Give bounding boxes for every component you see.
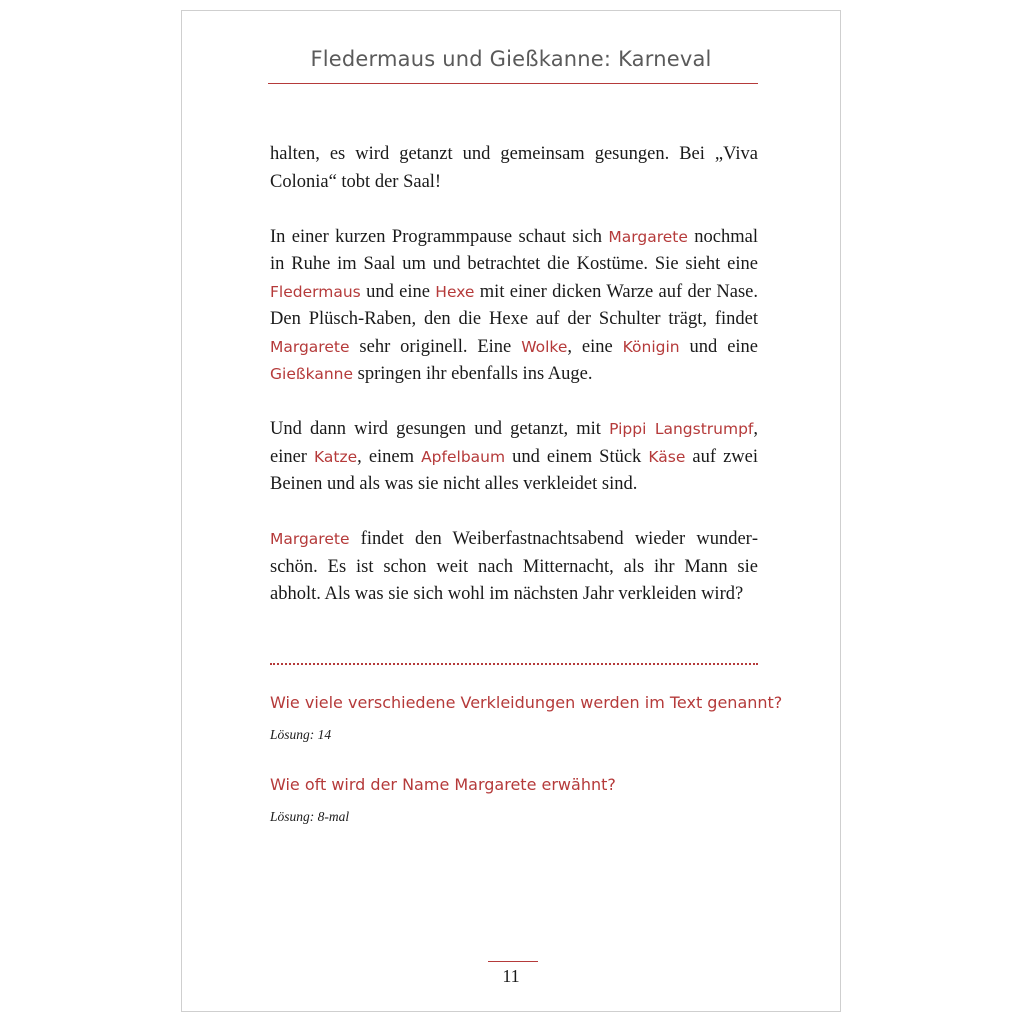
paragraph-text: In einer kurzen Programmpause schaut sich bbox=[270, 226, 609, 247]
quiz-question-1: Wie viele verschiedene Verkleidungen werden im Text genannt? bbox=[270, 693, 783, 712]
header-divider bbox=[268, 83, 758, 84]
paragraph-text: auf zwei Beinen und als was sie nicht alles verkleidet sind. bbox=[270, 446, 759, 494]
highlight-name: Margarete bbox=[608, 227, 688, 246]
dotted-divider bbox=[270, 663, 758, 665]
highlight-costume: Käse bbox=[648, 447, 686, 466]
paragraph-text: Und dann wird gesungen und getanzt, mit bbox=[270, 419, 610, 439]
highlight-costume: Pippi Langstrumpf bbox=[609, 420, 754, 438]
paragraph-text: und eine bbox=[360, 281, 436, 302]
paragraph-text: und eine bbox=[679, 336, 758, 357]
highlight-name: Margarete bbox=[270, 337, 350, 356]
paragraph-text: springen ihr ebenfalls ins Auge. bbox=[353, 364, 593, 384]
footer-divider bbox=[488, 961, 538, 962]
page-number: 11 bbox=[502, 966, 520, 986]
highlight-costume: Gießkanne bbox=[270, 365, 354, 383]
quiz-answer-2: Lösung: 8-mal bbox=[270, 809, 350, 824]
highlight-costume: Apfelbaum bbox=[421, 447, 506, 466]
paragraph-4 bbox=[270, 526, 758, 609]
highlight-costume: Wolke bbox=[521, 337, 568, 356]
quiz-question-2: Wie oft wird der Name Margarete erwähnt? bbox=[270, 775, 616, 794]
paragraph-2 bbox=[270, 224, 758, 389]
paragraph-3 bbox=[270, 416, 758, 499]
highlight-costume: Hexe bbox=[435, 282, 475, 301]
paragraph-text: , einem bbox=[357, 446, 422, 467]
paragraph-text: , eine bbox=[567, 336, 623, 357]
paragraph-text: findet den Weiberfastnachtsabend wieder wunderschön. Es ist schon weit nach Mitternacht, als ihr Mann sie abholt. Als was sie sich wohl im nächsten Jahr verkleiden wird? bbox=[270, 529, 758, 604]
book-page bbox=[181, 10, 841, 1012]
paragraph-text: und einem Stück bbox=[505, 446, 649, 467]
highlight-costume: Königin bbox=[622, 337, 680, 356]
paragraph-text: sehr originell. Eine bbox=[349, 336, 522, 357]
paragraph-text: nochmal in Ruhe im Saal um und betrachtet die Kostüme. Sie sieht eine bbox=[270, 226, 758, 274]
page-header-title: Fledermaus und Gießkanne: Karneval bbox=[310, 47, 712, 71]
paragraph-1 bbox=[270, 141, 758, 196]
highlight-costume: Fledermaus bbox=[270, 282, 361, 301]
paragraph-text: , einer bbox=[270, 419, 759, 467]
paragraph-text: halten, es wird getanzt und gemeinsam gesungen. Bei „Viva Colonia“ tobt der Saal! bbox=[270, 144, 758, 192]
highlight-costume: Katze bbox=[314, 447, 358, 466]
quiz-answer-1: Lösung: 14 bbox=[270, 727, 332, 742]
story-text bbox=[270, 141, 758, 636]
paragraph-text: mit einer dicken Warze auf der Nase. Den Plüsch-Raben, den die Hexe auf der Schulter trägt, findet bbox=[270, 281, 759, 329]
highlight-name: Margarete bbox=[270, 530, 350, 548]
